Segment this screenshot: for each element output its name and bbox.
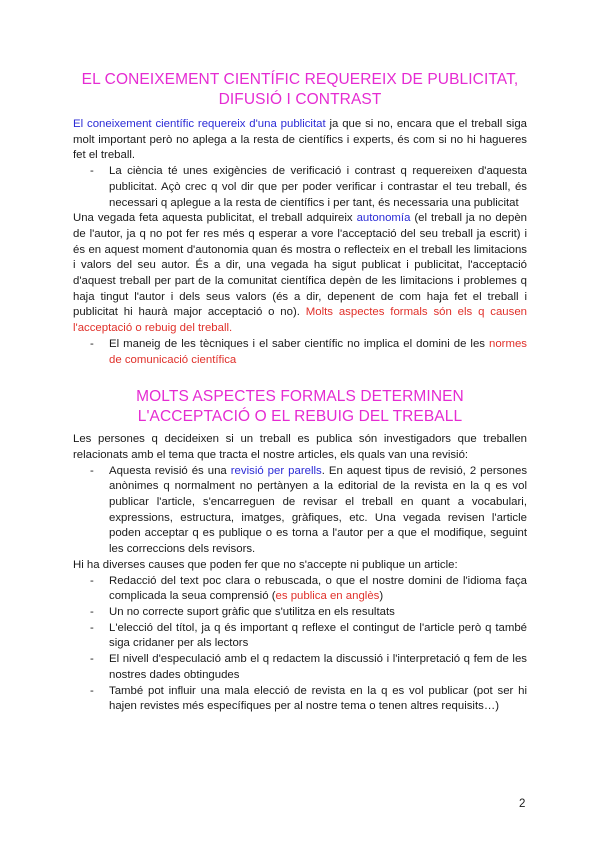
heading-line: MOLTS ASPECTES FORMALS DETERMINEN <box>136 388 464 406</box>
section-heading-1 <box>73 70 527 110</box>
emphasis-text: normes de comunicació científica <box>109 337 527 366</box>
list-item-text: El nivell d'especulació amb el q redactem la discussió i l'interpretació q fem de les nostres dades obtingudes <box>109 653 527 681</box>
list-item-text: Redacció del text poc clara o rebuscada, o que el nostre domini de l'idioma faça complicada la seua comprensió ( <box>109 574 527 603</box>
bullet-marker: - <box>90 621 94 634</box>
list-item-text: L'elecció del títol, ja q és important q reflexe el contingut de l'article però q també siga cridaner per als lectors <box>109 621 527 650</box>
bullet-list <box>73 337 527 368</box>
paragraph-text: Una vegada feta aquesta publicitat, el treball adquireix <box>73 212 357 225</box>
bullet-marker: - <box>90 653 94 666</box>
bullet-marker: - <box>90 337 94 350</box>
list-item-text: La ciència té unes exigències de verificació i contrast q requereixen d'aquesta publicitat. Açò crec q vol dir que per poder verificar i contrastar el teu treball, és necessari q aplegue a la resta de científics i per tant, és necessaria una publicitat <box>109 165 527 209</box>
list-item <box>73 684 527 715</box>
paragraph-text: ja que si no, encara que el treball siga molt important però no aplega a la resta de científics i experts, és com si no hi hagueres fet el treball. <box>73 118 527 162</box>
emphasis-text: es publica en anglès <box>275 590 380 603</box>
list-item <box>73 652 527 683</box>
bullet-marker: - <box>90 464 94 477</box>
list-item <box>73 164 527 211</box>
bullet-list <box>73 464 527 558</box>
page-content <box>73 70 527 715</box>
list-item-text: També pot influir una mala elecció de revista en la q es vol publicar (pot ser hi hajen revistes més específiques per al nostre tema o tenen altres requisits…) <box>109 684 527 713</box>
list-item <box>73 337 527 368</box>
list-item <box>73 621 527 652</box>
paragraph-text: Les persones q decideixen si un treball es publica són investigadors que treballen relacionats amb el tema que tracta el nostre articles, els quals van una revisió: <box>73 433 527 461</box>
list-item-text: Un no correcte suport gràfic que s'utilitza en els resultats <box>109 605 395 618</box>
heading-line: L'ACCEPTACIÓ O EL REBUIG DEL TREBALL <box>137 408 463 426</box>
emphasis-text: Molts aspectes formals són els q causen l'acceptació o rebuig del treball. <box>73 306 527 335</box>
list-item <box>73 464 527 558</box>
bullet-marker: - <box>90 165 94 178</box>
bullet-marker: - <box>90 574 94 587</box>
bullet-marker: - <box>90 684 94 697</box>
list-item-text: ) <box>379 590 384 603</box>
section-heading-2 <box>73 387 527 427</box>
paragraph-causes-intro <box>73 558 527 574</box>
heading-line: DIFUSIÓ I CONTRAST <box>218 91 382 108</box>
causes-list <box>73 574 527 715</box>
list-item <box>73 574 527 605</box>
list-item-text: . En aquest tipus de revisió, 2 persones anònimes q normalment no pertànyen a la editorial de la revista en la q es vol publicar l'article, s'encarreguen de revisar el treball en quant a vocabulari, expressions, estructura, imatges, gràfiques, etc. Una vegada revisen l'article poden acceptar q es publique o es torna a l'autor per a que el modifique, seguint les correccions dels revisors. <box>109 464 528 556</box>
list-item <box>73 605 527 621</box>
bullet-marker: - <box>90 605 94 618</box>
highlight-text: autonomía <box>356 212 411 225</box>
paragraph-publicity <box>73 117 527 164</box>
paragraph-text: Hi ha diverses causes que poden fer que no s'accepte ni publique un article: <box>73 558 458 571</box>
heading-line: EL CONEIXEMENT CIENTÍFIC REQUEREIX DE PUBLICITAT, <box>81 71 519 88</box>
bullet-list <box>73 164 527 211</box>
page-number: 2 <box>519 798 526 810</box>
list-item-text: El maneig de les tècniques i el saber científic no implica el domini de les <box>109 337 490 350</box>
list-item-text: Aquesta revisió és una <box>109 464 231 477</box>
paragraph-autonomy <box>73 211 527 337</box>
highlight-text: revisió per parells <box>230 464 322 477</box>
paragraph-text: (el treball ja no depèn de l'autor, ja q no pot fer res més q esperar a vore l'acceptació del seu treball ja escrit) i és en aquest moment d'autonomia quan és mostra o reflecteix en el treball les limitacions i valors del seu autor. És a dir, una vegada ha sigut publicat i publicitat, l'acceptació d'aquest treball per part de la comunitat científica depèn de les limitacions i problemes q haja tingut l'autor i dels seus valors (és a dir, depenent de com haja fet el treball i publicitat hi haurà major acceptació o no). <box>73 212 528 319</box>
paragraph-reviewers <box>73 432 527 463</box>
highlight-text: El coneixement científic requereix d'una publicitat <box>73 118 326 130</box>
